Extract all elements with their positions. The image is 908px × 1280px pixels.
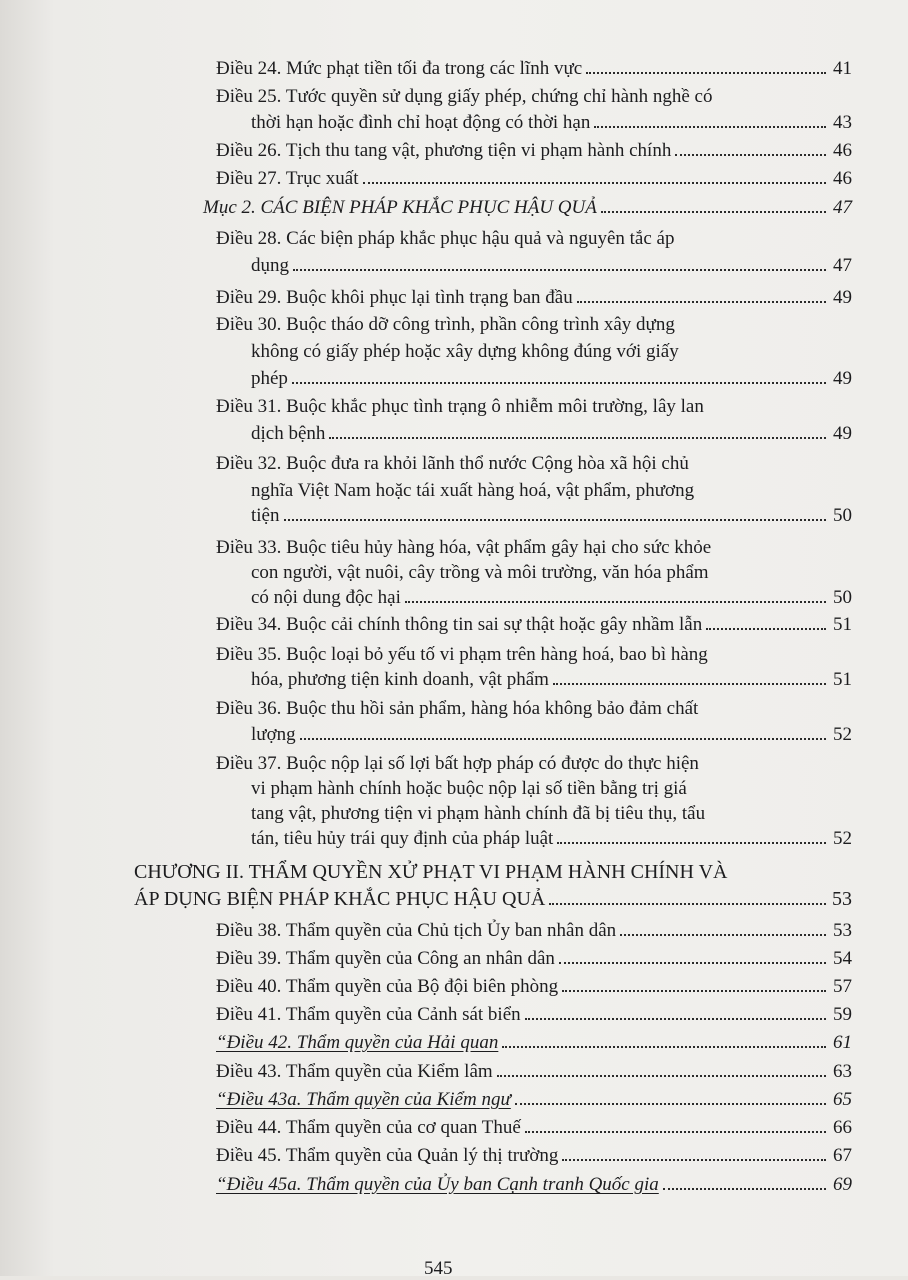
toc-leader [586,72,826,74]
toc-entry-dieu-33 [251,585,852,611]
toc-leader [675,154,826,156]
toc-leader [300,738,826,740]
toc-title-cont: hóa, phương tiện kinh doanh, vật phẩm [251,669,549,690]
toc-entry-dieu-35 [251,667,852,693]
toc-title: Điều 41. Thẩm quyền của Cảnh sát biển [216,1004,521,1025]
toc-page: 67 [833,1145,852,1166]
toc-entry-dieu-43 [216,1059,852,1085]
toc-title: “Điều 45a. Thẩm quyền của Ủy ban Cạnh tranh Quốc gia [216,1174,659,1195]
toc-entry-dieu-43a [216,1087,852,1113]
toc-leader [502,1046,826,1048]
toc-title: “Điều 42. Thẩm quyền của Hải quan [216,1032,499,1053]
toc-leader [329,437,826,439]
toc-leader [562,990,826,992]
toc-title-cont: thời hạn hoặc đình chỉ hoạt động có thời hạn [251,112,591,133]
toc-page: 53 [832,888,852,910]
toc-entry-dieu-34 [216,612,852,638]
toc-title-dieu-37: Điều 37. Buộc nộp lại số lợi bất hợp pháp có được do thực hiện [216,753,699,774]
toc-leader [601,211,826,213]
toc-entry-dieu-26 [216,138,852,164]
toc-leader [620,934,826,936]
toc-page: 49 [833,423,852,444]
toc-title-cont: tán, tiêu hủy trái quy định của pháp luật [251,828,554,849]
toc-page: 52 [833,828,852,849]
toc-entry-dieu-27 [216,166,852,192]
toc-title-dieu-33: Điều 33. Buộc tiêu hủy hàng hóa, vật phẩm gây hại cho sức khỏe [216,537,712,558]
toc-title-cont: phép [251,368,288,389]
toc-entry-dieu-45a [216,1172,852,1198]
toc-page: 53 [833,920,852,941]
toc-entry-dieu-41 [216,1002,852,1028]
toc-entry-dieu-29 [216,285,852,311]
toc-entry-dieu-24 [216,56,852,82]
toc-title-cont: không có giấy phép hoặc xây dựng không đúng với giấy [251,341,679,362]
toc-leader [549,903,826,905]
toc-leader [525,1131,826,1133]
toc-page: 49 [833,287,852,308]
page-number: 545 [424,1258,453,1279]
toc-page: 49 [833,368,852,389]
toc-title: Điều 40. Thẩm quyền của Bộ đội biên phòng [216,976,559,997]
toc-page: 51 [833,669,852,690]
toc-entry-dieu-44 [216,1115,852,1141]
toc-title: Điều 34. Buộc cải chính thông tin sai sự thật hoặc gây nhầm lẫn [216,614,703,635]
toc-page: 46 [833,168,852,189]
toc-page: 59 [833,1004,852,1025]
toc-leader [405,601,826,603]
toc-title-cont: vi phạm hành chính hoặc buộc nộp lại số tiền bằng trị giá [251,778,687,799]
toc-leader [706,628,826,630]
toc-page: 57 [833,976,852,997]
toc-title-cont: lượng [251,724,296,745]
toc-title: Điều 27. Trục xuất [216,168,359,189]
toc-page: 52 [833,724,852,745]
toc-entry-dieu-30 [251,366,852,392]
toc-page: 50 [833,587,852,608]
toc-entry-dieu-39 [216,946,852,972]
toc-leader [557,842,826,844]
toc-entry-dieu-45 [216,1143,852,1169]
toc-page: 51 [833,614,852,635]
toc-entry-dieu-25 [251,110,852,136]
toc-leader [594,126,826,128]
toc-title-cont: ÁP DỤNG BIỆN PHÁP KHẮC PHỤC HẬU QUẢ [134,888,546,910]
toc-page: 69 [833,1174,852,1195]
toc-entry-dieu-31 [251,421,852,447]
toc-entry-dieu-38 [216,918,852,944]
toc-title-dieu-30: Điều 30. Buộc tháo dỡ công trình, phần công trình xây dựng [216,314,675,335]
toc-leader [284,519,827,521]
toc-entry-dieu-40 [216,974,852,1000]
toc-title: Mục 2. CÁC BIỆN PHÁP KHẮC PHỤC HẬU QUẢ [203,197,597,218]
toc-entry-dieu-28 [251,253,852,279]
toc-title-cont: dịch bệnh [251,423,326,444]
toc-page: 47 [833,255,852,276]
toc-title: Điều 39. Thẩm quyền của Công an nhân dân [216,948,555,969]
toc-chapter-2-title: CHƯƠNG II. THẨM QUYỀN XỬ PHẠT VI PHẠM HÀNH CHÍNH VÀ [134,861,728,883]
toc-entry-dieu-32 [251,503,852,529]
toc-title: Điều 29. Buộc khôi phục lại tình trạng ban đầu [216,287,573,308]
toc-page: 61 [833,1032,852,1053]
toc-title: Điều 38. Thẩm quyền của Chủ tịch Ủy ban nhân dân [216,920,617,941]
toc-title-cont: nghĩa Việt Nam hoặc tái xuất hàng hoá, vật phẩm, phương [251,480,695,501]
toc-title-cont: dụng [251,255,289,276]
toc-page: 63 [833,1061,852,1082]
toc-title-cont: tiện [251,505,280,526]
toc-title-dieu-35: Điều 35. Buộc loại bỏ yếu tố vi phạm trên hàng hoá, bao bì hàng [216,644,708,665]
toc-leader [553,683,826,685]
toc-title: Điều 43. Thẩm quyền của Kiểm lâm [216,1061,493,1082]
toc-title-dieu-36: Điều 36. Buộc thu hồi sản phẩm, hàng hóa không bảo đảm chất [216,698,699,719]
toc-title-cont: có nội dung độc hại [251,587,401,608]
toc-leader [515,1103,826,1105]
toc-leader [577,301,826,303]
toc-title-dieu-28: Điều 28. Các biện pháp khắc phục hậu quả và nguyên tắc áp [216,228,675,249]
toc-entry-chapter-2 [134,886,852,912]
toc-title-cont: con người, vật nuôi, cây trồng và môi trường, văn hóa phẩm [251,562,709,583]
toc-leader [525,1018,826,1020]
toc-page: 43 [833,112,852,133]
toc-entry-dieu-36 [251,722,852,748]
toc-title: Điều 45. Thẩm quyền của Quản lý thị trường [216,1145,559,1166]
toc-leader [562,1159,826,1161]
toc-title: Điều 24. Mức phạt tiền tối đa trong các lĩnh vực [216,58,583,79]
toc-page: 46 [833,140,852,161]
toc-title-dieu-32: Điều 32. Buộc đưa ra khỏi lãnh thổ nước Cộng hòa xã hội chủ [216,453,689,474]
toc-leader [497,1075,826,1077]
toc-section-muc-2 [203,195,852,221]
toc-leader [292,382,826,384]
toc-leader [293,269,826,271]
toc-page: 47 [833,197,852,218]
toc-page: 54 [833,948,852,969]
toc-page: 65 [833,1089,852,1110]
toc-leader [559,962,826,964]
toc-title: Điều 26. Tịch thu tang vật, phương tiện vi phạm hành chính [216,140,672,161]
toc-entry-dieu-42 [216,1030,852,1056]
toc-title-dieu-25: Điều 25. Tước quyền sử dụng giấy phép, chứng chỉ hành nghề có [216,86,713,107]
toc-leader [663,1188,826,1190]
toc-title-dieu-31: Điều 31. Buộc khắc phục tình trạng ô nhiễm môi trường, lây lan [216,396,704,417]
toc-page: 50 [833,505,852,526]
toc-page: 66 [833,1117,852,1138]
toc-page: 41 [833,58,852,79]
toc-title: “Điều 43a. Thẩm quyền của Kiểm ngư [216,1089,511,1110]
toc-title-cont: tang vật, phương tiện vi phạm hành chính đã bị tiêu thụ, tẩu [251,803,706,824]
toc-leader [363,182,827,184]
toc-entry-dieu-37 [251,826,852,852]
toc-title: Điều 44. Thẩm quyền của cơ quan Thuế [216,1117,521,1138]
